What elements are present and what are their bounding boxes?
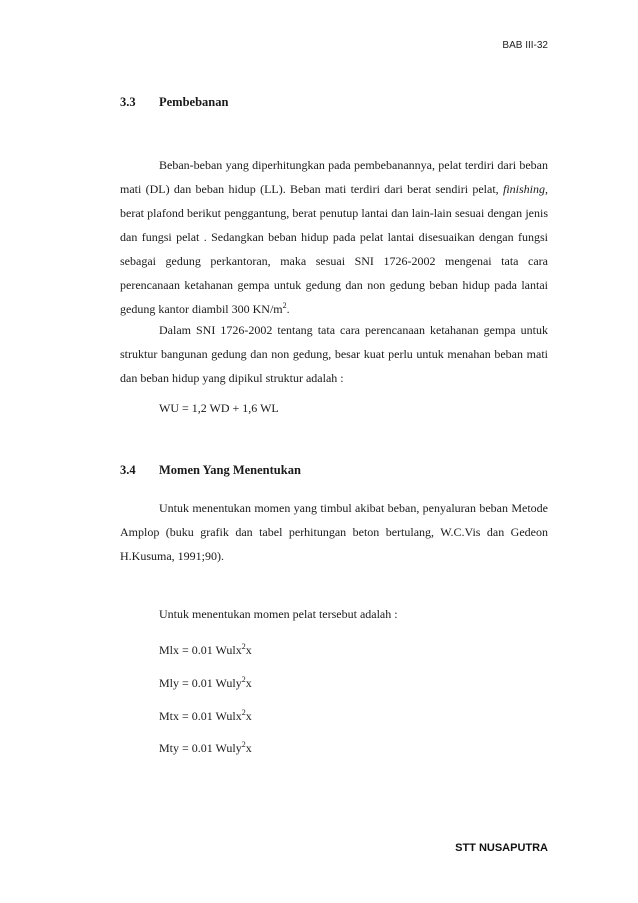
formula-mly: Mly = 0.01 Wuly$^2$x <box>159 675 252 690</box>
italic-term: finishing <box>502 182 545 196</box>
paragraph-momen: Untuk menentukan momen yang timbul akibat beban, penyaluran beban Metode Amplop (buku grafik dan tabel perhitungan beton bertulang, W.C.Vis dan Gedeon H.Kusuma, 1991;90). <box>120 501 548 563</box>
page-header-label: BAB III-32 <box>502 40 548 51</box>
momen-intro: Untuk menentukan momen pelat tersebut adalah : <box>159 607 398 621</box>
superscript: 2 <box>282 301 287 310</box>
formula-mlx: Mlx = 0.01 Wulx$^2$x <box>159 642 252 657</box>
section-heading-3-3 <box>120 95 228 110</box>
paragraph-pembebanan <box>120 153 548 321</box>
paragraph-text: . <box>286 302 290 316</box>
section-number: 3.4 <box>120 463 136 477</box>
section-title: Pembebanan <box>159 95 229 109</box>
section-heading-3-4 <box>120 463 301 478</box>
section-number: 3.3 <box>120 95 136 109</box>
formula-mty: Mty = 0.01 Wuly$^2$x <box>159 740 252 755</box>
paragraph-text: Beban-beban yang diperhitungkan pada pembebanannya, pelat terdiri dari beban mati (DL) dan beban hidup (LL). Beban mati terdiri dari berat sendiri pelat, <box>120 158 548 196</box>
formula-wu: WU = 1,2 WD + 1,6 WL <box>159 401 279 415</box>
paragraph-kuat-perlu: Dalam SNI 1726-2002 tentang tata cara perencanaan ketahanan gempa untuk struktur bangunan gedung dan non gedung, besar kuat perlu untuk menahan beban mati dan beban hidup yang dipikul struktur adalah : <box>120 323 548 385</box>
paragraph-text: , berat plafond berikut penggantung, berat penutup lantai dan lain-lain sesuai dengan jenis dan fungsi pelat . Sedangkan beban hidup pada pelat lantai disesuaikan dengan fungsi sebagai gedung perkantoran, maka sesuai SNI 1726-2002 mengenai tata cara perencanaan ketahanan gempa untuk gedung dan non gedung beban hidup pada lantai gedung kantor diambil 300 KN/m <box>120 182 548 316</box>
formula-mtx: Mtx = 0.01 Wulx$^2$x <box>159 708 252 723</box>
section-title: Momen Yang Menentukan <box>159 463 301 477</box>
page-footer-institution: STT NUSAPUTRA <box>455 842 548 854</box>
